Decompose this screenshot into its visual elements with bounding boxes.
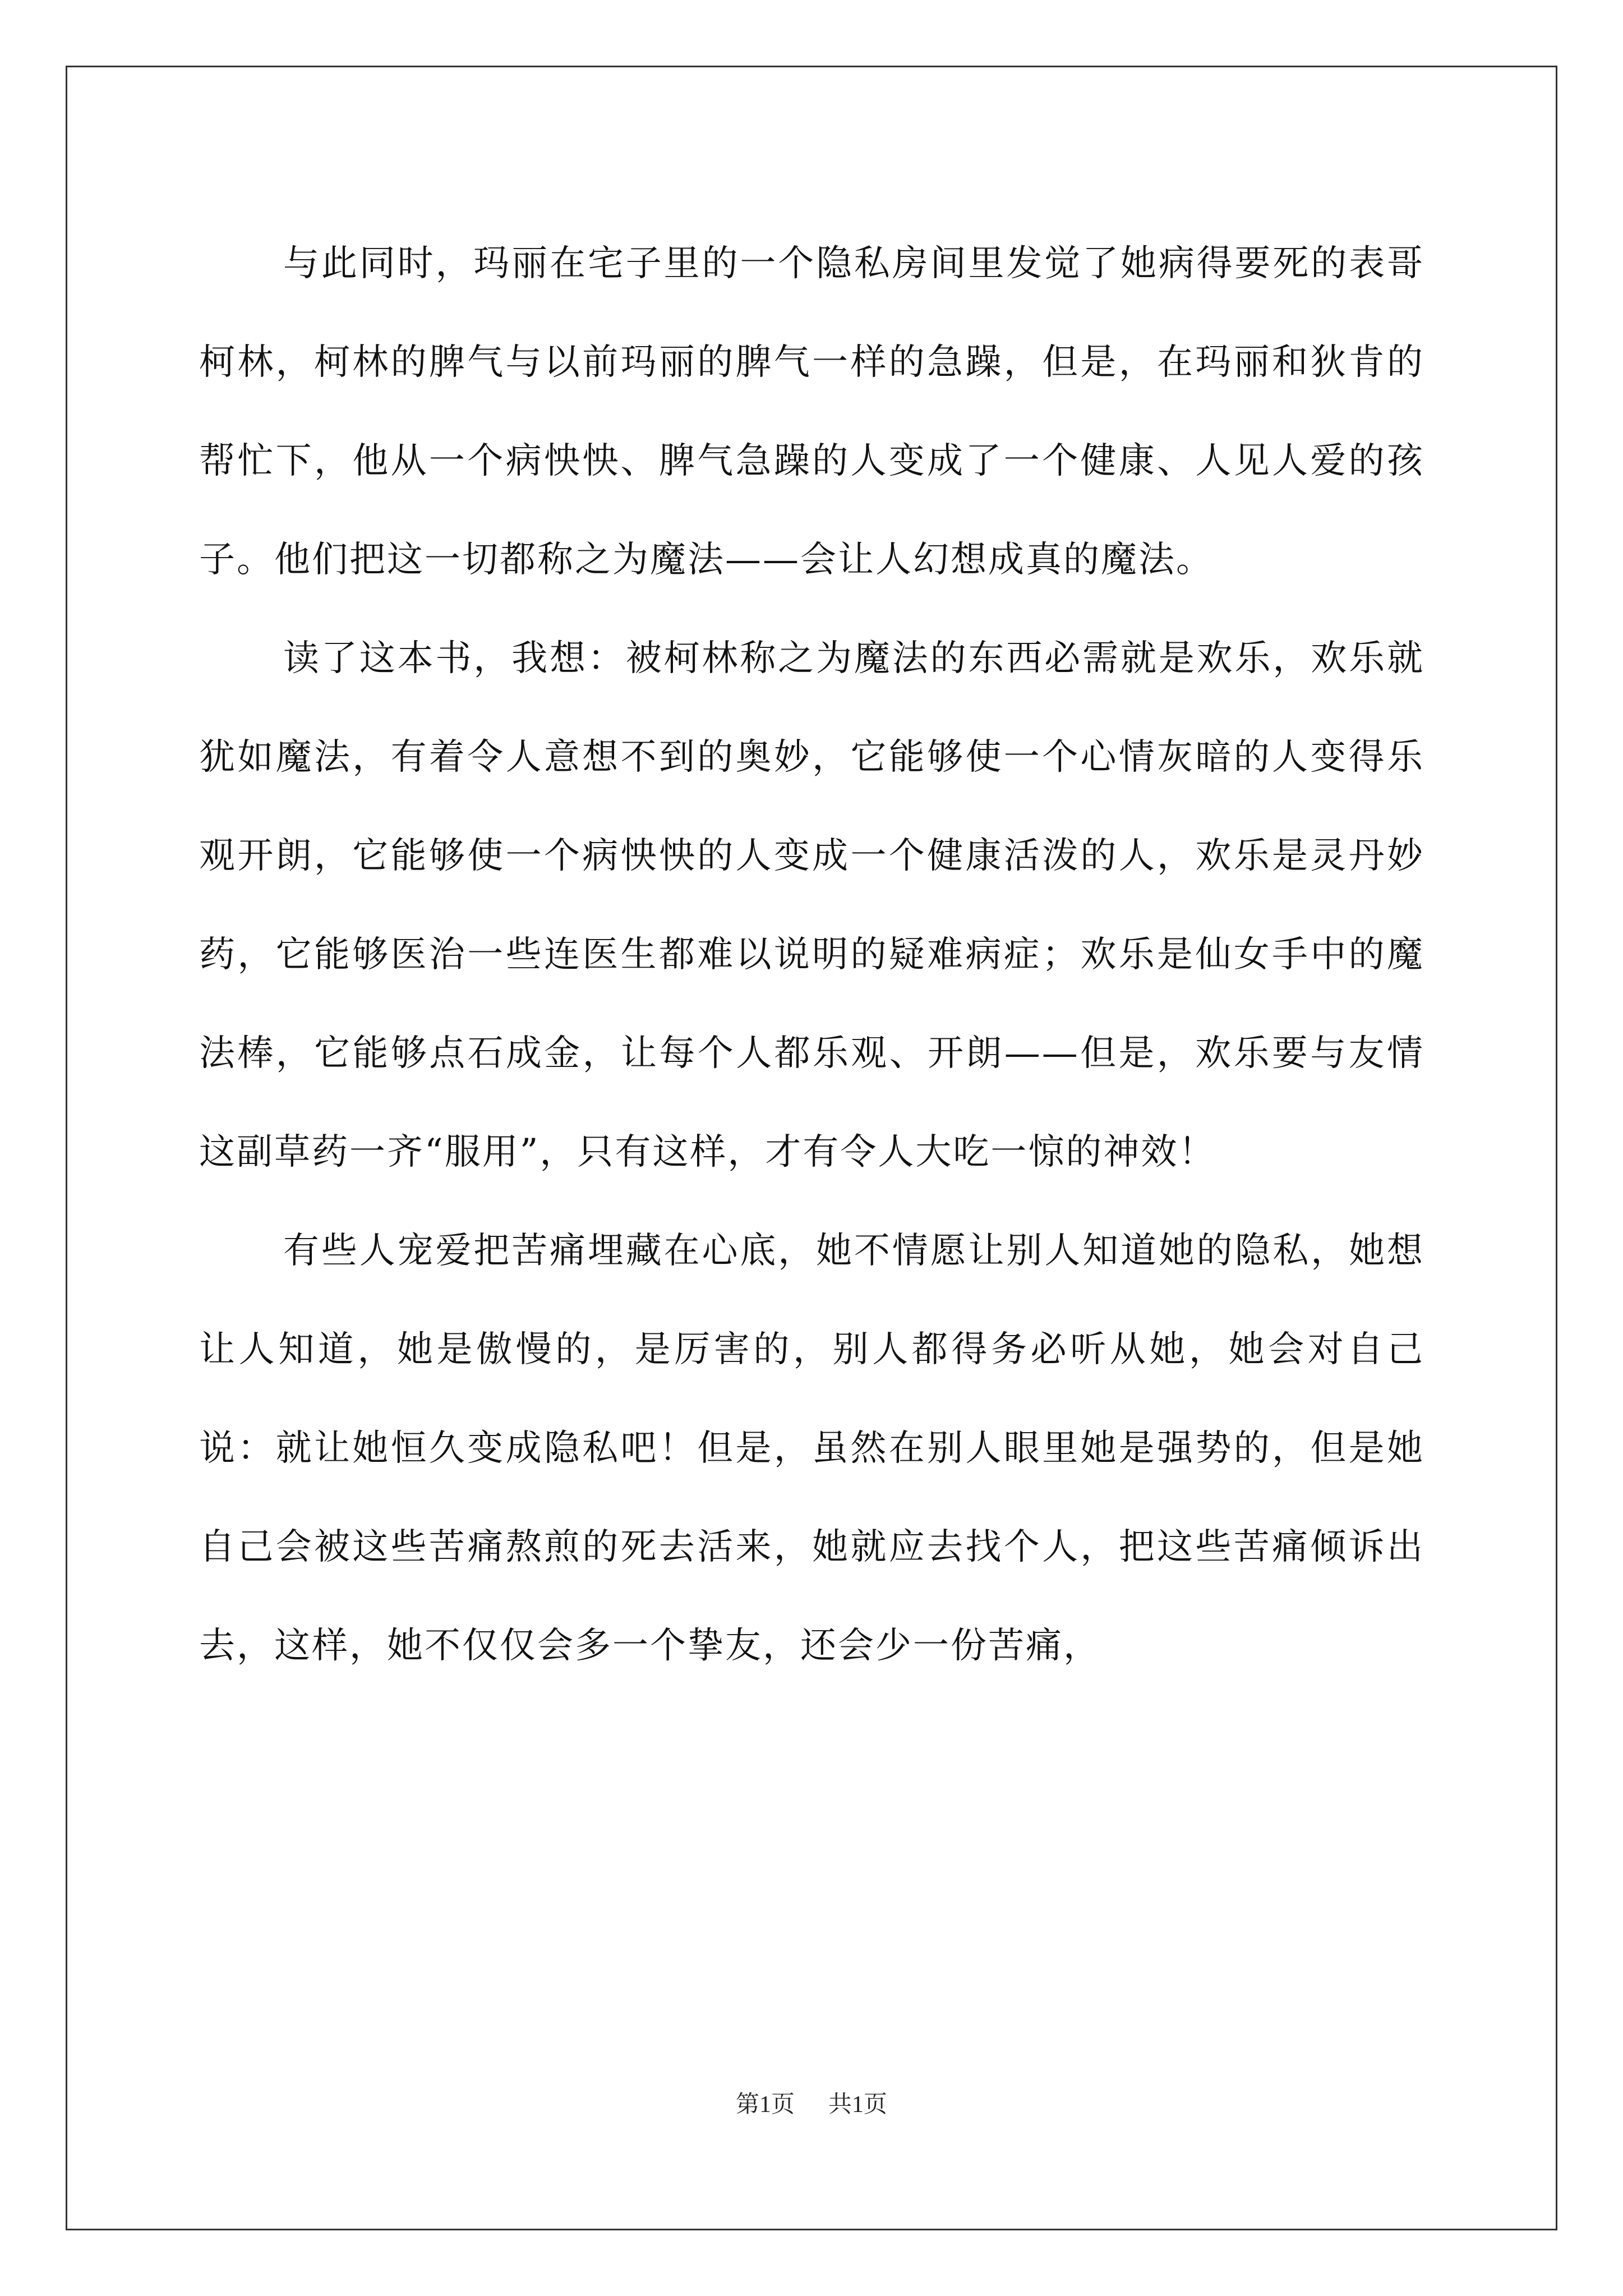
page-footer (0, 2088, 1623, 2122)
document-body (199, 214, 1424, 1695)
paragraph-1: 与此同时，玛丽在宅子里的一个隐私房间里发觉了她病得要死的表哥柯林，柯林的脾气与以前玛丽的脾气一样的急躁，但是，在玛丽和狄肯的帮忙下，他从一个病怏怏、脾气急躁的人变成了一个健康、人见人爱的孩子。他们把这一切都称之为魔法——会让人幻想成真的魔法。 (199, 243, 1424, 581)
paragraph-3: 有些人宠爱把苦痛埋藏在心底，她不情愿让别人知道她的隐私，她想让人知道，她是傲慢的，是厉害的，别人都得务必听从她，她会对自己说：就让她恒久变成隐私吧！但是，虽然在别人眼里她是强势的，但是她自己会被这些苦痛熬煎的死去活来，她就应去找个人，把这些苦痛倾诉出去，这样，她不仅仅会多一个挚友，还会少一份苦痛， (199, 1230, 1424, 1667)
page-number: 第1页 (735, 2092, 795, 2118)
paragraph-2: 读了这本书，我想：被柯林称之为魔法的东西必需就是欢乐，欢乐就犹如魔法，有着令人意想不到的奥妙，它能够使一个心情灰暗的人变得乐观开朗，它能够使一个病怏怏的人变成一个健康活泼的人，欢乐是灵丹妙药，它能够医治一些连医生都难以说明的疑难病症；欢乐是仙女手中的魔法棒，它能够点石成金，让每个人都乐观、开朗——但是，欢乐要与友情这副草药一齐“服用”，只有这样，才有令人大吃一惊的神效！ (199, 638, 1424, 1173)
page-total: 共1页 (828, 2092, 888, 2118)
